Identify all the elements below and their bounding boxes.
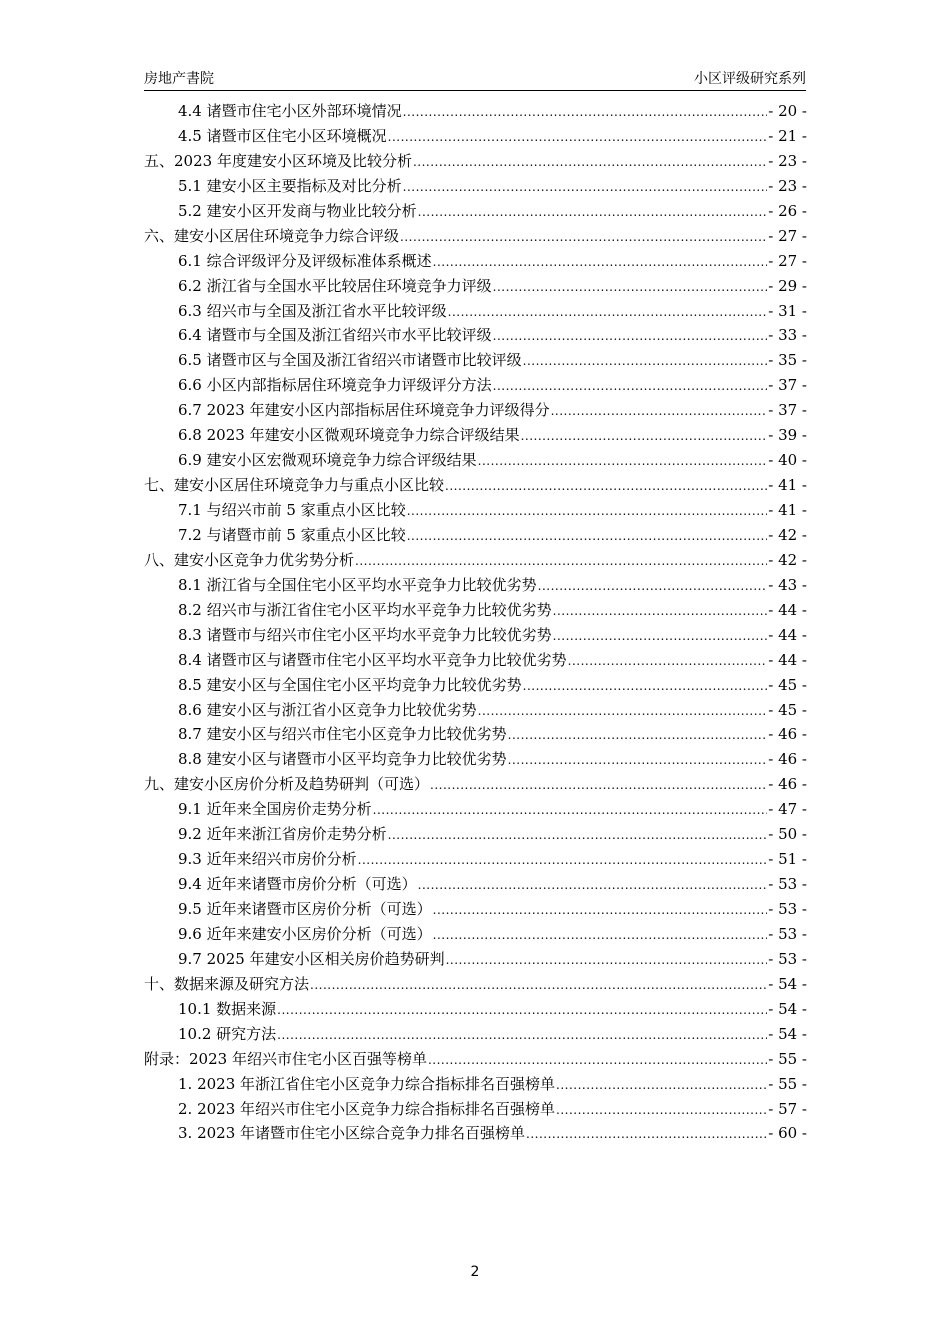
toc-dot-leader xyxy=(277,1000,767,1018)
toc-section-entry[interactable] xyxy=(144,524,807,549)
header-series: 小区评级研究系列 xyxy=(694,71,806,87)
toc-entry-page: - 33 - xyxy=(768,326,807,345)
toc-section-entry[interactable] xyxy=(144,998,807,1023)
toc-section-entry[interactable] xyxy=(144,374,807,399)
toc-section-entry[interactable] xyxy=(144,1122,807,1147)
toc-section-entry[interactable] xyxy=(144,300,807,325)
toc-dot-leader xyxy=(407,501,768,519)
toc-chapter-entry[interactable] xyxy=(144,773,807,798)
toc-chapter-entry[interactable] xyxy=(144,973,807,998)
toc-entry-title: 5.2 建安小区开发商与物业比较分析 xyxy=(178,201,417,220)
toc-dot-leader xyxy=(400,227,767,245)
toc-entry-page: - 20 - xyxy=(768,102,807,120)
toc-entry-title: 6.7 2023 年建安小区内部指标居住环境竞争力评级得分 xyxy=(178,401,550,420)
toc-entry-page: - 23 - xyxy=(768,176,807,195)
toc-chapter-entry[interactable] xyxy=(144,549,807,574)
header-publisher: 房地产書院 xyxy=(144,71,214,87)
toc-entry-title: 4.4 诸暨市住宅小区外部环境情况 xyxy=(178,102,402,120)
toc-chapter-entry[interactable] xyxy=(144,150,807,175)
toc-chapter-entry[interactable] xyxy=(144,1048,807,1073)
toc-dot-leader xyxy=(538,576,768,594)
toc-dot-leader xyxy=(553,601,768,619)
toc-section-entry[interactable] xyxy=(144,649,807,674)
toc-entry-page: - 37 - xyxy=(768,401,807,420)
toc-entry-title: 6.5 诸暨市区与全国及浙江省绍兴市诸暨市比较评级 xyxy=(178,351,522,370)
toc-entry-title: 8.3 诸暨市与绍兴市住宅小区平均水平竞争力比较优劣势 xyxy=(178,625,552,644)
toc-entry-title: 2. 2023 年绍兴市住宅小区竞争力综合指标排名百强榜单 xyxy=(178,1099,556,1118)
toc-entry-title: 八、建安小区竞争力优劣势分析 xyxy=(144,550,355,569)
toc-entry-title: 附录：2023 年绍兴市住宅小区百强等榜单 xyxy=(144,1049,427,1068)
toc-dot-leader xyxy=(523,676,768,694)
toc-entry-title: 6.8 2023 年建安小区微观环境竞争力综合评级结果 xyxy=(178,426,520,445)
toc-entry-title: 6.6 小区内部指标居住环境竞争力评级评分方法 xyxy=(178,376,492,395)
toc-entry-title: 七、建安小区居住环境竞争力与重点小区比较 xyxy=(144,476,445,495)
toc-entry-page: - 29 - xyxy=(768,276,807,295)
toc-entry-page: - 55 - xyxy=(768,1074,807,1093)
toc-dot-leader xyxy=(526,1124,767,1142)
toc-entry-page: - 45 - xyxy=(768,675,807,694)
toc-entry-title: 7.2 与诸暨市前 5 家重点小区比较 xyxy=(178,525,406,544)
toc-entry-title: 8.1 浙江省与全国住宅小区平均水平竞争力比较优劣势 xyxy=(178,575,537,594)
toc-entry-page: - 42 - xyxy=(768,525,807,544)
toc-dot-leader xyxy=(445,476,767,494)
toc-entry-page: - 53 - xyxy=(768,949,807,968)
toc-entry-title: 9.4 近年来诸暨市房价分析（可选） xyxy=(178,875,417,894)
toc-section-entry[interactable] xyxy=(144,898,807,923)
table-of-contents xyxy=(144,100,807,1147)
toc-dot-leader xyxy=(428,1050,767,1068)
toc-entry-page: - 44 - xyxy=(768,600,807,619)
toc-entry-title: 5.1 建安小区主要指标及对比分析 xyxy=(178,176,402,195)
toc-section-entry[interactable] xyxy=(144,100,807,125)
toc-entry-title: 8.6 建安小区与浙江省小区竞争力比较优劣势 xyxy=(178,700,477,719)
toc-entry-page: - 39 - xyxy=(768,426,807,445)
toc-dot-leader xyxy=(448,302,768,320)
toc-entry-title: 4.5 诸暨市区住宅小区环境概况 xyxy=(178,126,387,145)
toc-entry-title: 8.5 建安小区与全国住宅小区平均竞争力比较优劣势 xyxy=(178,675,522,694)
toc-entry-page: - 54 - xyxy=(768,974,807,993)
toc-entry-title: 6.3 绍兴市与全国及浙江省水平比较评级 xyxy=(178,301,447,320)
toc-dot-leader xyxy=(493,376,768,394)
toc-entry-page: - 57 - xyxy=(768,1099,807,1118)
toc-entry-title: 六、建安小区居住环境竞争力综合评级 xyxy=(144,226,400,245)
toc-entry-page: - 41 - xyxy=(768,476,807,495)
toc-dot-leader xyxy=(478,451,768,469)
toc-section-entry[interactable] xyxy=(144,175,807,200)
toc-dot-leader xyxy=(433,925,768,943)
toc-section-entry[interactable] xyxy=(144,923,807,948)
toc-entry-title: 9.2 近年来浙江省房价走势分析 xyxy=(178,825,387,844)
toc-entry-page: - 42 - xyxy=(768,550,807,569)
toc-entry-page: - 53 - xyxy=(768,875,807,894)
toc-section-entry[interactable] xyxy=(144,449,807,474)
toc-entry-page: - 55 - xyxy=(768,1049,807,1068)
toc-entry-page: - 21 - xyxy=(768,126,807,145)
toc-dot-leader xyxy=(355,551,767,569)
toc-dot-leader xyxy=(556,1075,767,1093)
toc-entry-title: 6.1 综合评级评分及评级标准体系概述 xyxy=(178,251,432,270)
toc-entry-title: 8.7 建安小区与绍兴市住宅小区竞争力比较优劣势 xyxy=(178,725,507,744)
toc-dot-leader xyxy=(523,351,768,369)
toc-dot-leader xyxy=(388,127,768,145)
toc-dot-leader xyxy=(551,401,768,419)
toc-section-entry[interactable] xyxy=(144,574,807,599)
toc-entry-title: 10.2 研究方法 xyxy=(178,1024,277,1043)
toc-dot-leader xyxy=(493,326,768,344)
toc-chapter-entry[interactable] xyxy=(144,225,807,250)
toc-section-entry[interactable] xyxy=(144,948,807,973)
toc-section-entry[interactable] xyxy=(144,823,807,848)
toc-entry-title: 九、建安小区房价分析及趋势研判（可选） xyxy=(144,775,430,794)
toc-entry-page: - 44 - xyxy=(768,625,807,644)
toc-entry-title: 9.3 近年来绍兴市房价分析 xyxy=(178,850,357,869)
toc-section-entry[interactable] xyxy=(144,873,807,898)
toc-entry-title: 五、2023 年度建安小区环境及比较分析 xyxy=(144,151,412,170)
toc-entry-title: 9.5 近年来诸暨市区房价分析（可选） xyxy=(178,900,432,918)
toc-entry-page: - 31 - xyxy=(768,301,807,320)
toc-dot-leader xyxy=(388,825,768,843)
toc-entry-page: - 46 - xyxy=(768,775,807,794)
toc-entry-page: - 46 - xyxy=(768,750,807,769)
toc-entry-page: - 35 - xyxy=(768,351,807,370)
toc-dot-leader xyxy=(446,950,768,968)
toc-entry-title: 10.1 数据来源 xyxy=(178,999,277,1018)
toc-section-entry[interactable] xyxy=(144,723,807,748)
toc-section-entry[interactable] xyxy=(144,599,807,624)
toc-entry-page: - 54 - xyxy=(768,999,807,1018)
toc-entry-page: - 47 - xyxy=(768,800,807,819)
toc-dot-leader xyxy=(568,651,768,669)
toc-dot-leader xyxy=(493,277,768,295)
toc-entry-title: 6.9 建安小区宏微观环境竞争力综合评级结果 xyxy=(178,451,477,470)
toc-entry-page: - 43 - xyxy=(768,575,807,594)
toc-entry-title: 7.1 与绍兴市前 5 家重点小区比较 xyxy=(178,501,406,519)
toc-section-entry[interactable] xyxy=(144,499,807,524)
toc-section-entry[interactable] xyxy=(144,1073,807,1098)
toc-entry-page: - 46 - xyxy=(768,725,807,744)
page-number: 2 xyxy=(470,1264,480,1280)
toc-dot-leader xyxy=(418,875,768,893)
page-header xyxy=(144,66,806,91)
toc-entry-title: 6.4 诸暨市与全国及浙江省绍兴市水平比较评级 xyxy=(178,326,492,345)
toc-section-entry[interactable] xyxy=(144,624,807,649)
toc-entry-page: - 53 - xyxy=(768,900,807,918)
toc-entry-title: 1. 2023 年浙江省住宅小区竞争力综合指标排名百强榜单 xyxy=(178,1074,556,1093)
toc-entry-page: - 50 - xyxy=(768,825,807,844)
toc-section-entry[interactable] xyxy=(144,399,807,424)
toc-entry-title: 8.2 绍兴市与浙江省住宅小区平均水平竞争力比较优劣势 xyxy=(178,600,552,619)
toc-chapter-entry[interactable] xyxy=(144,474,807,499)
toc-section-entry[interactable] xyxy=(144,125,807,150)
toc-entry-title: 8.4 诸暨市区与诸暨市住宅小区平均水平竞争力比较优劣势 xyxy=(178,650,567,669)
toc-section-entry[interactable] xyxy=(144,275,807,300)
toc-dot-leader xyxy=(430,775,767,793)
toc-dot-leader xyxy=(277,1025,767,1043)
toc-dot-leader xyxy=(403,102,768,120)
toc-entry-page: - 26 - xyxy=(768,201,807,220)
toc-entry-title: 9.6 近年来建安小区房价分析（可选） xyxy=(178,924,432,943)
toc-entry-page: - 51 - xyxy=(768,850,807,869)
toc-entry-page: - 60 - xyxy=(768,1124,807,1143)
toc-section-entry[interactable] xyxy=(144,848,807,873)
toc-entry-page: - 40 - xyxy=(768,451,807,470)
toc-entry-page: - 23 - xyxy=(768,151,807,170)
toc-section-entry[interactable] xyxy=(144,748,807,773)
toc-dot-leader xyxy=(407,526,768,544)
toc-dot-leader xyxy=(373,800,768,818)
toc-entry-title: 8.8 建安小区与诸暨市小区平均竞争力比较优劣势 xyxy=(178,750,507,769)
toc-section-entry[interactable] xyxy=(144,250,807,275)
toc-dot-leader xyxy=(478,701,768,719)
toc-entry-page: - 41 - xyxy=(768,501,807,519)
toc-entry-title: 9.1 近年来全国房价走势分析 xyxy=(178,800,372,819)
toc-dot-leader xyxy=(418,202,768,220)
toc-section-entry[interactable] xyxy=(144,200,807,225)
toc-dot-leader xyxy=(508,725,768,743)
toc-entry-page: - 45 - xyxy=(768,700,807,719)
toc-dot-leader xyxy=(521,426,768,444)
toc-entry-title: 3. 2023 年诸暨市住宅小区综合竞争力排名百强榜单 xyxy=(178,1124,526,1143)
toc-entry-page: - 37 - xyxy=(768,376,807,395)
toc-section-entry[interactable] xyxy=(144,674,807,699)
toc-dot-leader xyxy=(413,152,767,170)
toc-dot-leader xyxy=(553,626,768,644)
toc-section-entry[interactable] xyxy=(144,798,807,823)
toc-entry-page: - 27 - xyxy=(768,251,807,270)
toc-entry-title: 6.2 浙江省与全国水平比较居住环境竞争力评级 xyxy=(178,276,492,295)
toc-section-entry[interactable] xyxy=(144,1023,807,1048)
toc-dot-leader xyxy=(433,252,768,270)
toc-entry-page: - 54 - xyxy=(768,1024,807,1043)
toc-entry-title: 十、数据来源及研究方法 xyxy=(144,974,310,993)
toc-section-entry[interactable] xyxy=(144,349,807,374)
toc-section-entry[interactable] xyxy=(144,699,807,724)
toc-section-entry[interactable] xyxy=(144,424,807,449)
toc-section-entry[interactable] xyxy=(144,1098,807,1123)
toc-dot-leader xyxy=(310,975,767,993)
toc-section-entry[interactable] xyxy=(144,324,807,349)
toc-entry-page: - 44 - xyxy=(768,650,807,669)
toc-entry-page: - 27 - xyxy=(768,226,807,245)
toc-entry-title: 9.7 2025 年建安小区相关房价趋势研判 xyxy=(178,949,445,968)
toc-dot-leader xyxy=(433,900,768,918)
toc-entry-page: - 53 - xyxy=(768,924,807,943)
toc-dot-leader xyxy=(403,177,768,195)
toc-dot-leader xyxy=(358,850,768,868)
toc-dot-leader xyxy=(556,1100,767,1118)
toc-dot-leader xyxy=(508,750,768,768)
